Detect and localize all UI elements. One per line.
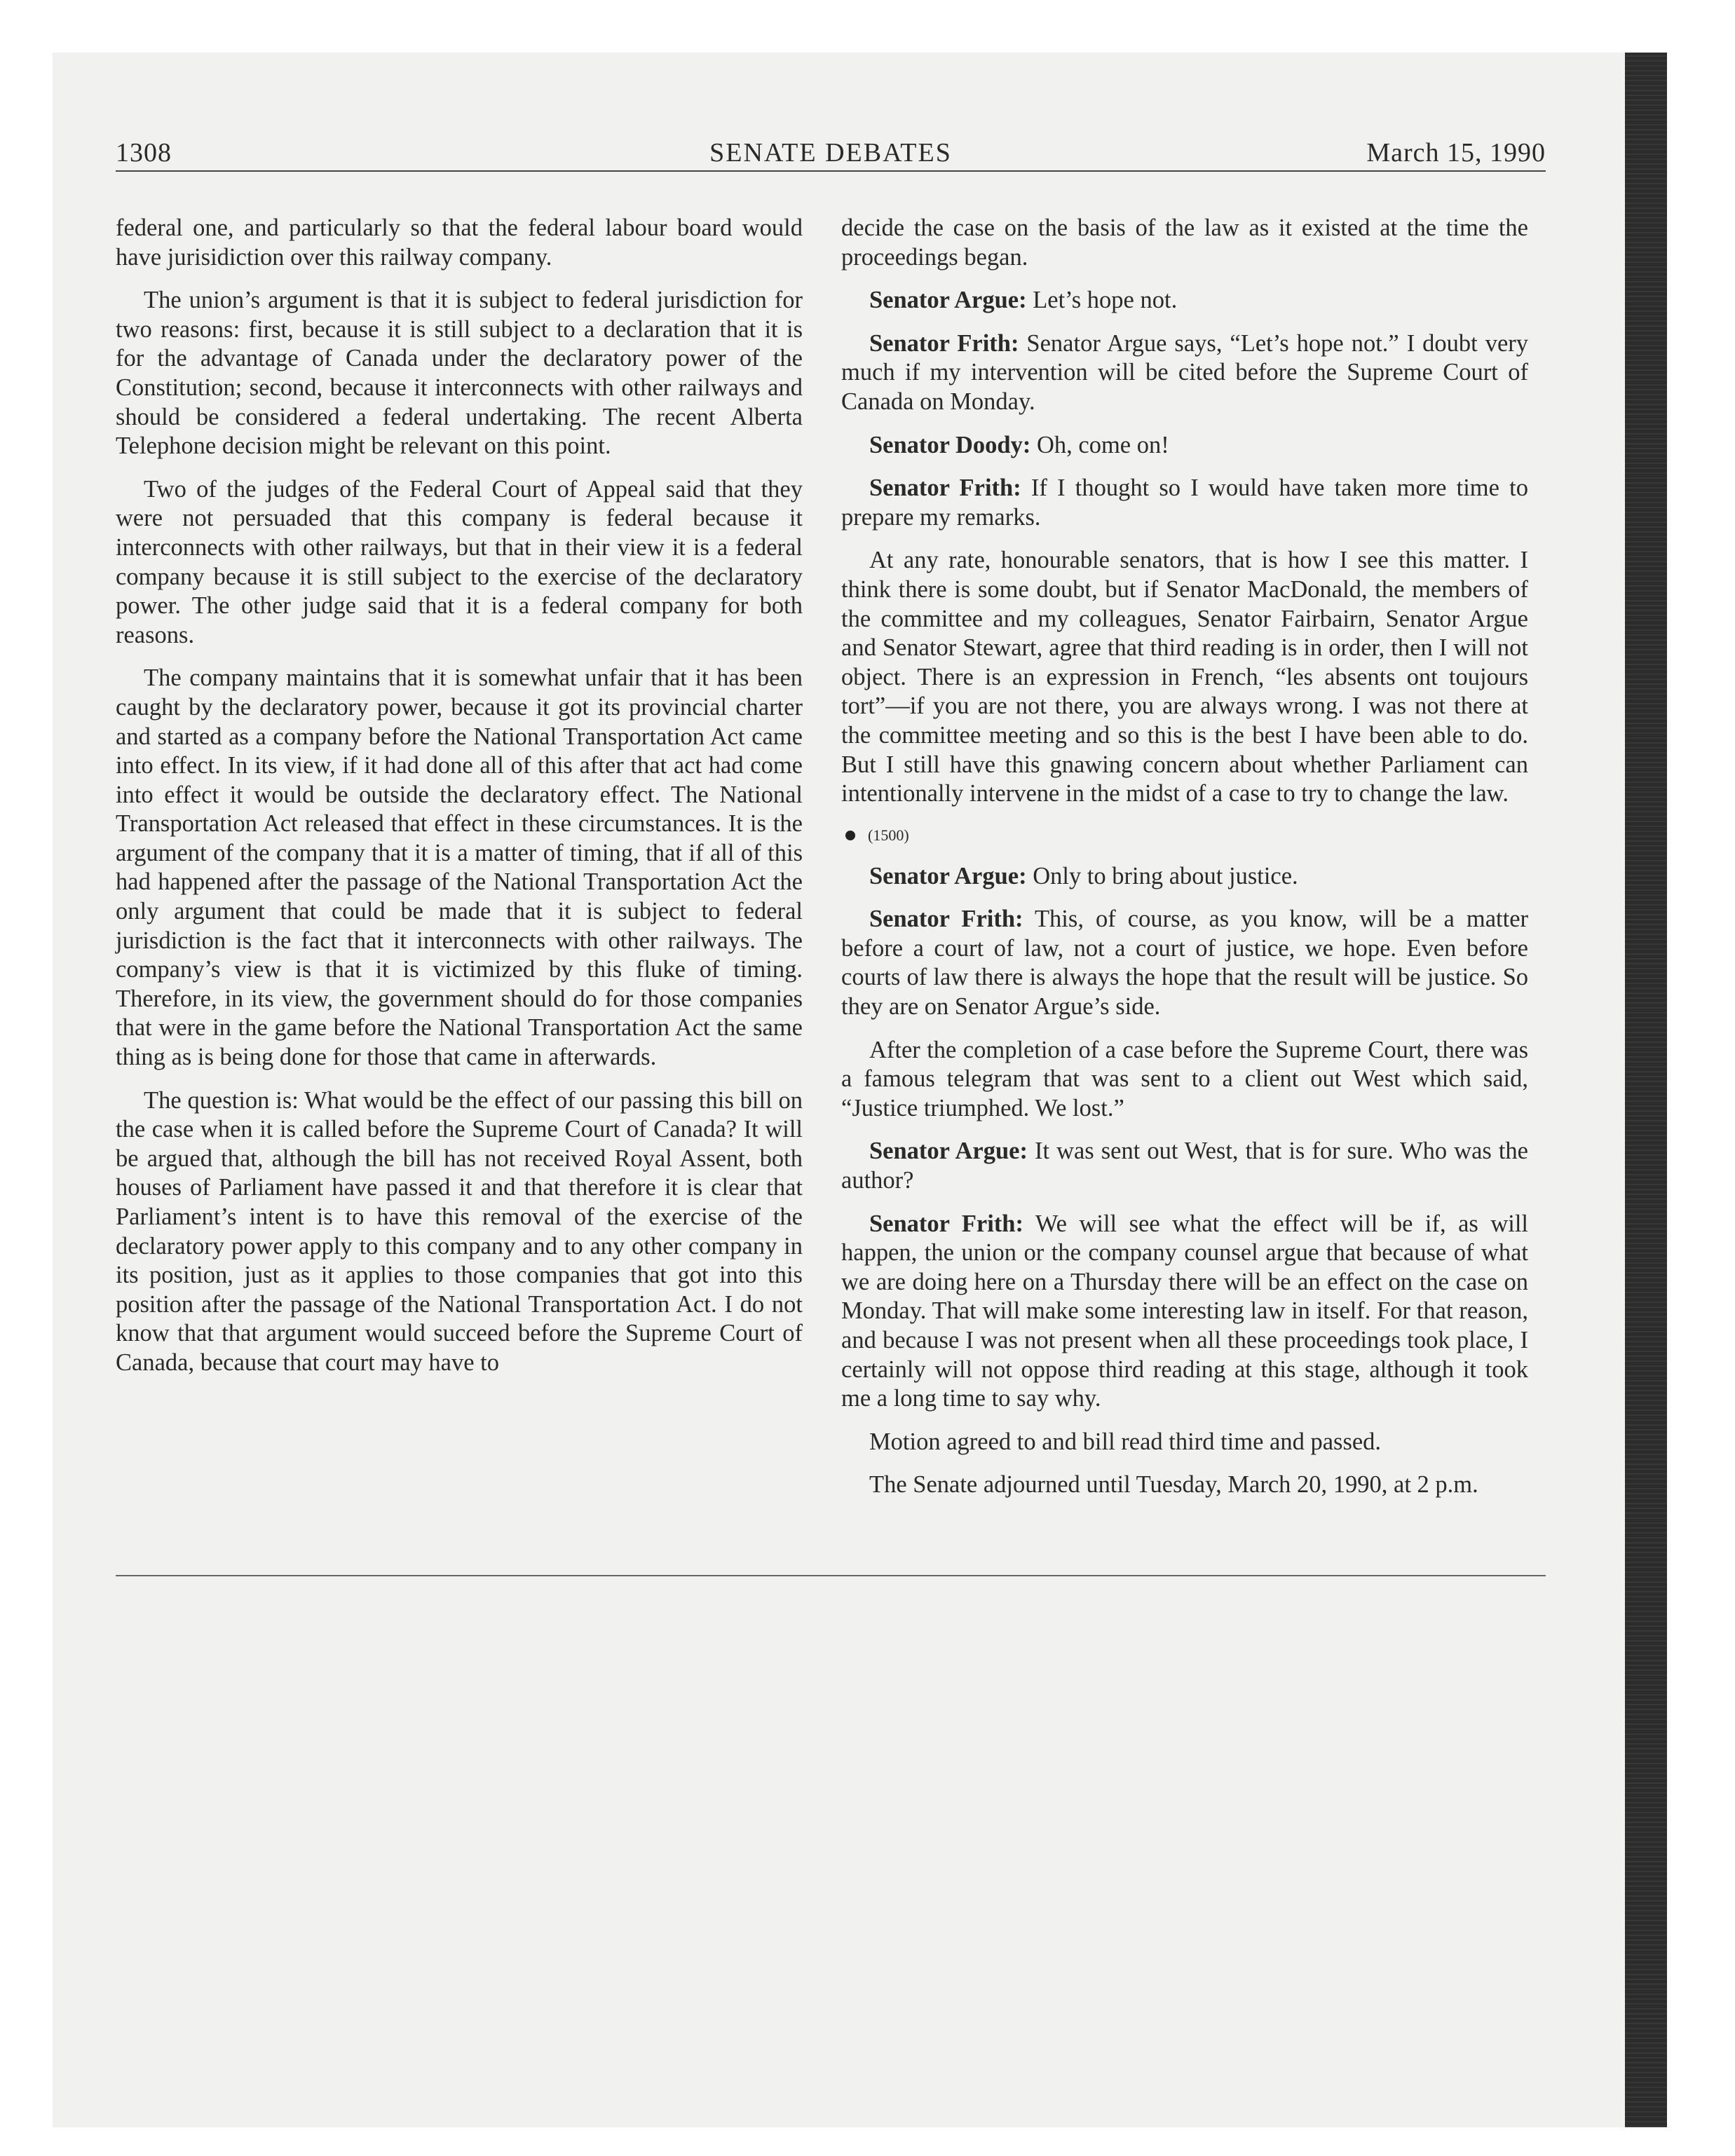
speech-paragraph	[841, 905, 1528, 1021]
paragraph: federal one, and particularly so that the federal labour board would have jurisidiction over this railway company.	[116, 214, 803, 271]
right-column	[841, 214, 1528, 1514]
speaker-name: Senator Argue:	[869, 287, 1027, 314]
sitting-date: March 15, 1990	[1366, 138, 1546, 168]
page-number: 1308	[116, 138, 172, 168]
paragraph: decide the case on the basis of the law as it existed at the time the proceedings began.	[841, 214, 1528, 271]
scan-edge-shadow	[1625, 53, 1667, 2127]
speaker-name: Senator Frith:	[869, 1210, 1023, 1237]
speech-text: Senator Argue says, “Let’s hope not.” I doubt very much if my intervention will be cited before the Supreme Court of Canada on Monday.	[841, 329, 1528, 415]
speech-text: This, of course, as you know, will be a matter before a court of law, not a court of justice, we hope. Even before courts of law there is always the hope that the result will be justice. So they are on Senator Argue’s side.	[841, 906, 1528, 1021]
page-header	[116, 137, 1546, 172]
paragraph: Motion agreed to and bill read third time and passed.	[869, 1428, 1382, 1455]
speaker-name: Senator Frith:	[869, 475, 1021, 502]
paragraph: The company maintains that it is somewhat unfair that it has been caught by the declaratory power, because it got its provincial charter and started as a company before the National Transportation Act came into effect. In its view, if it had done all of this after that act had come into effect it would be outside the declaratory effect. The National Transportation Act released that effect in these circumstances. It is the argument of the company that it is a matter of timing, that if all of this had happened after the passage of the National Transportation Act the only argument that could be made that it is subject to federal jurisdiction is the fact that it interconnects with other railways. The company’s view is that it is victimized by this fluke of timing. Therefore, in its view, the government should do for those companies that were in the game before the National Transportation Act the same thing as is being done for those that came in afterwards.	[116, 664, 803, 1071]
speaker-name: Senator Argue:	[869, 862, 1027, 889]
speech-paragraph	[841, 329, 1528, 417]
left-column	[116, 214, 803, 1392]
time-marker-label: (1500)	[868, 826, 909, 844]
speaker-name: Senator Doody:	[869, 431, 1031, 458]
speech-paragraph	[841, 862, 1528, 892]
speech-paragraph	[841, 431, 1528, 460]
speech-text: Only to bring about justice.	[1026, 862, 1298, 889]
speech-paragraph	[841, 1210, 1528, 1414]
time-marker	[841, 823, 1528, 848]
speech-text: Let’s hope not.	[1026, 287, 1178, 314]
speaker-name: Senator Frith:	[869, 329, 1019, 357]
speech-paragraph	[841, 474, 1528, 532]
bullet-icon	[845, 831, 855, 840]
speech-text: We will see what the effect will be if, as will happen, the union or the company counsel argue that because of what we are doing here on a Thursday there will be an effect on the case on Monday. That will make some interesting law in itself. For that reason, and because I was not present when all these proceedings took place, I certainly will not oppose third reading at this stage, although it took me a long time to say why.	[841, 1210, 1528, 1412]
speech-text: If I thought so I would have taken more time to prepare my remarks.	[841, 475, 1528, 531]
speaker-name: Senator Argue:	[869, 1138, 1028, 1165]
speech-paragraph	[841, 286, 1528, 315]
header-rule	[116, 170, 1546, 172]
speech-paragraph	[841, 1137, 1528, 1195]
paragraph: At any rate, honourable senators, that is how I see this matter. I think there is some doubt, but if Senator MacDonald, the members of the committee and my colleagues, Senator Fairbairn, Senator Argue and Senator Stewart, agree that third reading is in order, then I will not object. There is an expression in French, “les absents ont toujours tort”—if you are not there, you are always wrong. I was not there at the committee meeting and so this is the best I have been able to do. But I still have this gnawing concern about whether Parliament can intentionally intervene in the midst of a case to try to change the law.	[841, 547, 1528, 807]
footer-rule	[116, 1575, 1546, 1576]
speaker-name: Senator Frith:	[869, 906, 1023, 933]
paragraph: The Senate adjourned until Tuesday, March 20, 1990, at 2 p.m.	[869, 1471, 1478, 1499]
paragraph: Two of the judges of the Federal Court of Appeal said that they were not persuaded that this company is federal because it interconnects with other railways, but that in their view it is a federal company because it is still subject to the exercise of the declaratory power. The other judge said that it is a federal company for both reasons.	[116, 475, 803, 648]
paragraph: After the completion of a case before the Supreme Court, there was a famous telegram that was sent to a client out West which said, “Justice triumphed. We lost.”	[841, 1036, 1528, 1121]
publication-title: SENATE DEBATES	[709, 138, 952, 168]
speech-text: Oh, come on!	[1030, 431, 1169, 458]
paragraph: The question is: What would be the effect of our passing this bill on the case when it is called before the Supreme Court of Canada? It will be argued that, although the bill has not received Royal Assent, both houses of Parliament have passed it and that therefore it is clear that Parliament’s intent is to have this removal of the exercise of the declaratory power apply to this company and to any other company in its position, just as it applies to those companies that got into this position after the passage of the National Transportation Act. I do not know that that argument would succeed before the Supreme Court of Canada, because that court may have to	[116, 1086, 803, 1376]
paragraph: The union’s argument is that it is subject to federal jurisdiction for two reasons: first, because it is still subject to a declaration that it is for the advantage of Canada under the declaratory power of the Constitution; second, because it interconnects with other railways and should be considered a federal undertaking. The recent Alberta Telephone decision might be relevant on this point.	[116, 287, 803, 460]
speech-text: It was sent out West, that is for sure. Who was the author?	[841, 1138, 1528, 1194]
